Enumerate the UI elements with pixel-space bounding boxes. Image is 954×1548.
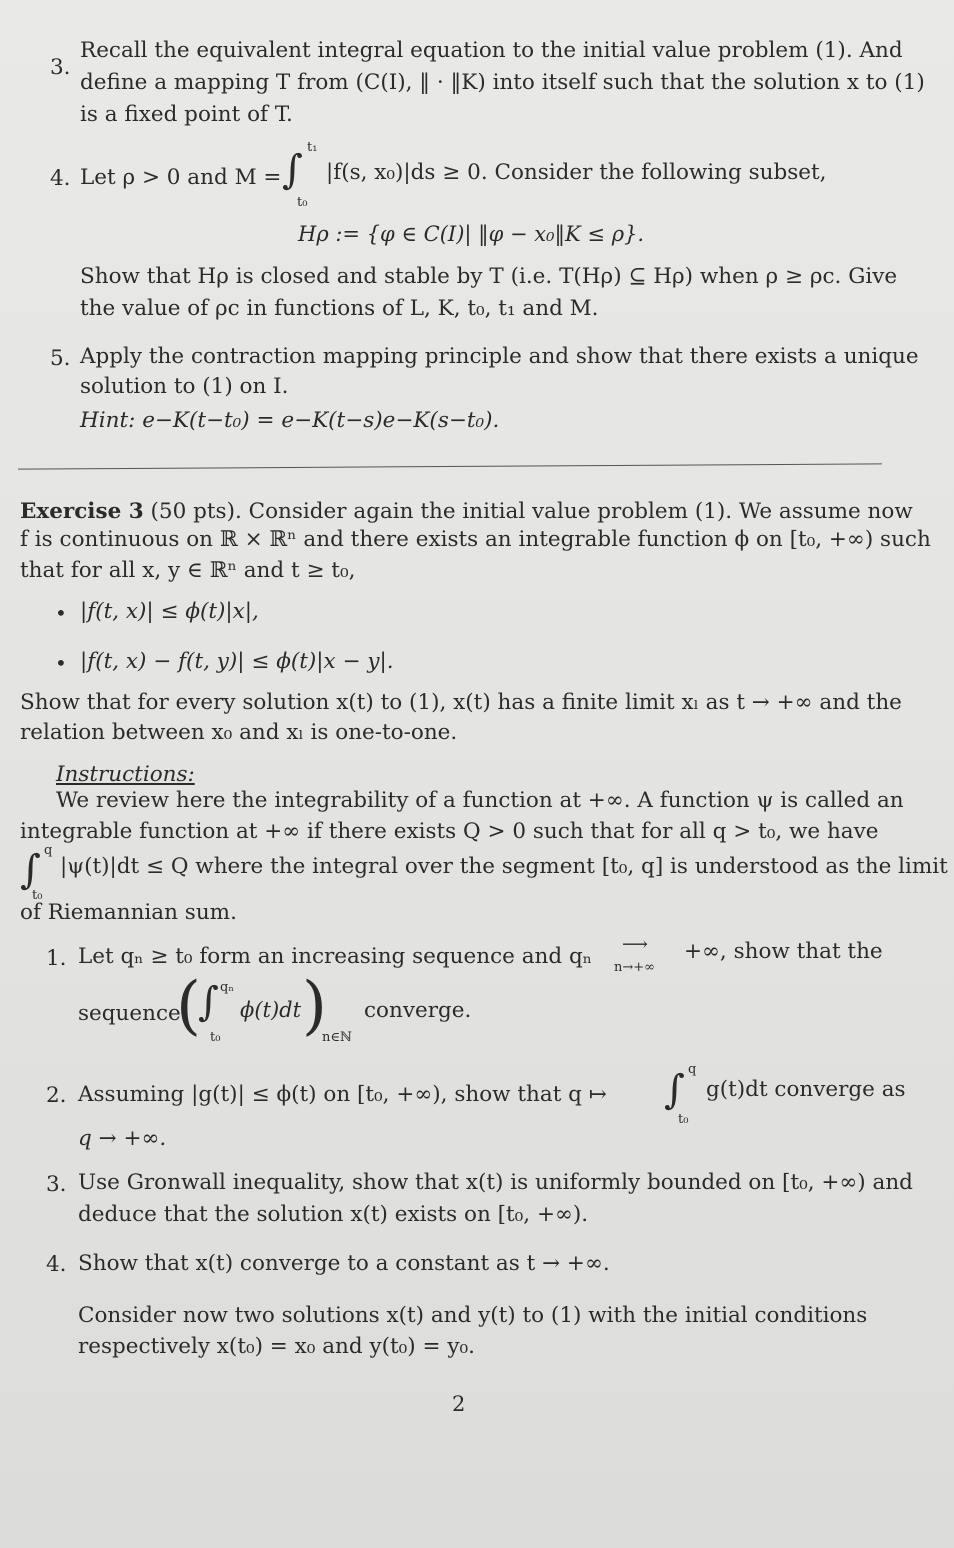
item-3-line-3: is a fixed point of T. xyxy=(80,102,293,127)
item-3-line-1: Recall the equivalent integral equation to the initial value problem (1). And xyxy=(80,38,903,63)
item-4-line-3: the value of ρc in functions of L, K, t₀, t₁ and M. xyxy=(80,296,599,321)
page-number: 2 xyxy=(452,1392,466,1416)
instructions-integral-upper: q xyxy=(44,843,53,858)
integral-sign: ∫ xyxy=(198,979,219,1025)
instructions-line-3: |ψ(t)|dt ≤ Q where the integral over the segment [t₀, q] is understood as the limit xyxy=(60,854,948,879)
integral-sign: ∫ xyxy=(282,147,303,193)
item-5-line-1: Apply the contraction mapping principle and show that there exists a unique xyxy=(80,344,919,369)
question-1-line-1b: +∞, show that the xyxy=(684,939,883,964)
question-2-integral-upper: q xyxy=(688,1062,697,1077)
question-2-integral-lower: t₀ xyxy=(678,1112,689,1127)
instructions-line-2: integrable function at +∞ if there exists Q > 0 such that for all q > t₀, we have xyxy=(20,819,879,844)
exercise-3-points: (50 pts). xyxy=(150,499,242,524)
question-4-number: 4. xyxy=(46,1252,67,1277)
question-3-line-2: deduce that the solution x(t) exists on [t₀, +∞). xyxy=(78,1202,589,1227)
bullet-dot-2: • xyxy=(55,651,67,675)
question-2-line-1: Assuming |g(t)| ≤ ϕ(t) on [t₀, +∞), show that q ↦ xyxy=(78,1082,607,1107)
question-3-line-1: Use Gronwall inequality, show that x(t) is uniformly bounded on [t₀, +∞) and xyxy=(78,1170,913,1195)
question-2-line-1b: g(t)dt converge as xyxy=(706,1077,906,1102)
exercise-3-title: Exercise 3 xyxy=(20,499,144,524)
exercise-3-bullet-1: |f(t, x)| ≤ ϕ(t)|x|, xyxy=(80,599,259,624)
question-1-integral-upper: qₙ xyxy=(220,980,234,995)
instructions-line-1: We review here the integrability of a function at +∞. A function ψ is called an xyxy=(56,788,904,813)
question-3-number: 3. xyxy=(46,1172,67,1197)
instructions-integral-lower: t₀ xyxy=(32,888,43,903)
item-5-hint: Hint: e−K(t−t₀) = e−K(t−s)e−K(s−t₀). xyxy=(80,408,500,433)
item-4-integral-lower: t₀ xyxy=(297,195,308,210)
question-1-sequence-word: sequence xyxy=(78,1001,181,1026)
limit-arrow-subscript: n→+∞ xyxy=(614,960,655,975)
item-4-line-2: Show that Hρ is closed and stable by T (i.e. T(Hρ) ⊆ Hρ) when ρ ≥ ρc. Give xyxy=(80,264,898,289)
integral-sign: ∫ xyxy=(664,1067,685,1113)
question-1-integrand: ϕ(t)dt xyxy=(240,998,302,1022)
limit-arrow: ⟶ xyxy=(622,934,648,955)
exercise-3-bullet-2: |f(t, x) − f(t, y)| ≤ ϕ(t)|x − y|. xyxy=(80,649,394,674)
integral-sign: ∫ xyxy=(20,847,41,893)
exercise-3-intro: Consider again the initial value problem (1). We assume now xyxy=(248,499,913,524)
item-3-number: 3. xyxy=(50,55,71,80)
question-2-line-2: q → +∞. xyxy=(78,1126,167,1151)
exercise-3-line-2: f is continuous on ℝ × ℝⁿ and there exists an integrable function ϕ on [t₀, +∞) such xyxy=(20,527,931,552)
question-4-line-3: respectively x(t₀) = x₀ and y(t₀) = y₀. xyxy=(78,1334,475,1359)
question-1-number: 1. xyxy=(46,946,67,971)
item-4-line-1a: Let ρ > 0 and M = xyxy=(80,165,282,190)
question-4-line-2: Consider now two solutions x(t) and y(t) to (1) with the initial conditions xyxy=(78,1303,868,1328)
bullet-dot-1: • xyxy=(55,601,67,625)
item-3-line-2: define a mapping T from (C(I), ‖ · ‖K) into itself such that the solution x to (1) xyxy=(80,70,925,95)
right-paren: ) xyxy=(302,969,327,1043)
item-4-line-1b: |f(s, x₀)|ds ≥ 0. Consider the following subset, xyxy=(326,160,827,185)
instructions-line-4: of Riemannian sum. xyxy=(20,900,237,925)
question-1-index: n∈ℕ xyxy=(322,1030,352,1045)
exercise-3-line-3: that for all x, y ∈ ℝⁿ and t ≥ t₀, xyxy=(20,558,356,583)
item-4-set-definition: Hρ := {φ ∈ C(I)| ‖φ − x₀‖K ≤ ρ}. xyxy=(298,222,645,246)
item-4-number: 4. xyxy=(50,166,71,191)
question-2-number: 2. xyxy=(46,1083,67,1108)
question-1-integral-lower: t₀ xyxy=(210,1030,221,1045)
question-1-line-1: Let qₙ ≥ t₀ form an increasing sequence and qₙ xyxy=(78,944,593,969)
item-5-line-2: solution to (1) on I. xyxy=(80,374,289,399)
section-divider xyxy=(18,463,882,469)
question-1-end: converge. xyxy=(364,998,472,1023)
question-4-line-1: Show that x(t) converge to a constant as t → +∞. xyxy=(78,1251,610,1276)
item-5-number: 5. xyxy=(50,346,71,371)
exercise-3-line-5: relation between x₀ and xₗ is one-to-one. xyxy=(20,720,458,745)
instructions-heading: Instructions: xyxy=(56,762,195,787)
exercise-3-line-4: Show that for every solution x(t) to (1), x(t) has a finite limit xₗ as t → +∞ and the xyxy=(20,690,902,715)
left-paren: ( xyxy=(176,969,201,1043)
exercise-3-line-1 xyxy=(20,497,913,527)
item-4-integral-upper: t₁ xyxy=(307,140,318,155)
